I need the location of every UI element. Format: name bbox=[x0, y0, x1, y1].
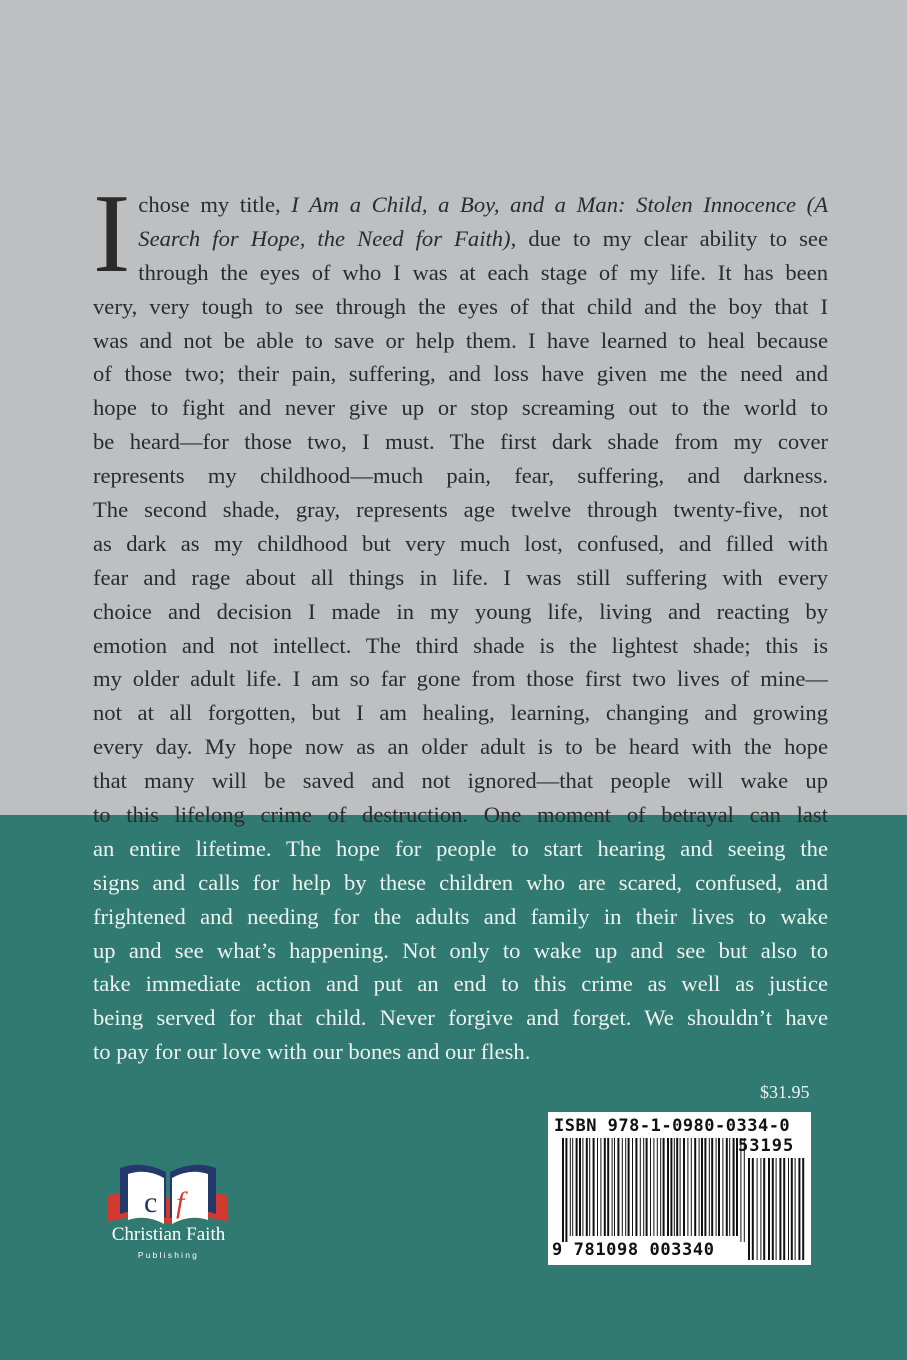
barcode-bar bbox=[635, 1138, 637, 1236]
barcode-bar bbox=[660, 1138, 661, 1236]
blurb-text: choice and decision I made in my young life, living and reacting by bbox=[93, 598, 828, 624]
barcode-addon-bar bbox=[760, 1158, 761, 1260]
barcode-addon-bar bbox=[802, 1158, 804, 1260]
blurb-line bbox=[93, 967, 828, 1001]
blurb-text: take immediate action and put an end to this crime as well as justice bbox=[93, 971, 828, 997]
barcode-addon-bar bbox=[768, 1158, 770, 1260]
barcode-bar bbox=[650, 1138, 651, 1236]
barcode-bar bbox=[625, 1138, 626, 1236]
blurb-text: being served for that child. Never forgive and forget. We shouldn’t have bbox=[93, 1005, 828, 1031]
blurb-line bbox=[93, 1035, 828, 1069]
blurb-line bbox=[93, 730, 828, 764]
barcode-bar bbox=[572, 1138, 573, 1236]
barcode-bar bbox=[680, 1138, 681, 1236]
blurb-line bbox=[138, 256, 828, 290]
blurb-text: through the eyes of who I was at each stage of my life. It has been bbox=[138, 259, 828, 285]
barcode-bar bbox=[597, 1138, 598, 1236]
blurb-text: my older adult life. I am so far gone from those first two lives of mine— bbox=[93, 666, 828, 692]
price-label: $31.95 bbox=[760, 1082, 810, 1102]
isbn-barcode bbox=[548, 1112, 811, 1265]
blurb-line bbox=[93, 662, 828, 696]
blurb-text: The second shade, gray, represents age twelve through twenty-five, not bbox=[93, 497, 828, 523]
barcode-bar bbox=[565, 1138, 567, 1242]
blurb-line bbox=[93, 459, 828, 493]
barcode-addon-bar bbox=[752, 1158, 754, 1260]
blurb-text: hope to fight and never give up or stop screaming out to the world to bbox=[93, 395, 828, 421]
barcode-bar bbox=[674, 1138, 675, 1236]
barcode-bar bbox=[607, 1138, 609, 1236]
barcode-bar bbox=[729, 1138, 730, 1236]
blurb-text: up and see what’s happening. Not only to wake up and see but also to bbox=[93, 937, 828, 963]
blurb-line bbox=[138, 188, 828, 222]
barcode-addon-bar bbox=[776, 1158, 777, 1260]
barcode-bar bbox=[593, 1138, 595, 1236]
barcode-price-code: 53195 bbox=[738, 1136, 795, 1156]
barcode-bar bbox=[711, 1138, 713, 1236]
blurb-text: that many will be saved and not ignored—that people will wake up bbox=[93, 768, 828, 794]
barcode-bar bbox=[704, 1138, 706, 1236]
blurb-text: was and not be able to save or help them. I have learned to heal because bbox=[93, 327, 828, 353]
blurb-text: chose my title, bbox=[138, 192, 292, 217]
barcode-digits: 9 781098 003340 bbox=[552, 1240, 715, 1260]
barcode-bar bbox=[676, 1138, 678, 1236]
blurb-text: be heard—for those two, I must. The first dark shade from my cover bbox=[93, 429, 828, 455]
barcode-bar bbox=[612, 1138, 613, 1236]
blurb-text: every day. My hope now as an older adult is to be heard with the hope bbox=[93, 734, 828, 760]
blurb-line bbox=[93, 527, 828, 561]
barcode-addon-bar bbox=[757, 1158, 758, 1260]
blurb-line bbox=[93, 764, 828, 798]
barcode-addon-bar bbox=[763, 1158, 765, 1260]
barcode-bar bbox=[670, 1138, 672, 1236]
blurb-line bbox=[93, 832, 828, 866]
barcode-addon-bar bbox=[795, 1158, 796, 1260]
blurb-line bbox=[93, 290, 828, 324]
barcode-bar bbox=[687, 1138, 688, 1236]
blurb-line bbox=[93, 324, 828, 358]
barcode-bar bbox=[683, 1138, 685, 1236]
blurb-text: of those two; their pain, suffering, and loss have given me the need and bbox=[93, 361, 828, 387]
barcode-addon-bar bbox=[798, 1158, 800, 1260]
barcode-bar bbox=[586, 1138, 588, 1236]
barcode-bar bbox=[694, 1138, 696, 1236]
blurb-text: very, very tough to see through the eyes of that child and the boy that I bbox=[93, 293, 828, 319]
blurb-text: to this lifelong crime of destruction. One moment of betrayal can last bbox=[93, 802, 828, 828]
barcode-addon-bar bbox=[779, 1158, 781, 1260]
barcode-bar bbox=[614, 1138, 615, 1236]
drop-cap: I bbox=[93, 172, 131, 296]
barcode-bar bbox=[579, 1138, 581, 1236]
barcode-bar bbox=[604, 1138, 606, 1236]
barcode-bar bbox=[722, 1138, 723, 1236]
barcode-bar bbox=[617, 1138, 619, 1236]
blurb-title-italic: I Am a Child, a Boy, and a Man: Stolen Innocence (A bbox=[291, 192, 828, 217]
blurb-line bbox=[93, 425, 828, 459]
blurb-text: as dark as my childhood but very much lost, confused, and filled with bbox=[93, 530, 828, 556]
barcode-bar bbox=[653, 1138, 654, 1236]
blurb-text: , due to my clear ability to see bbox=[510, 225, 828, 251]
barcode-bar bbox=[726, 1138, 728, 1236]
blurb-text: signs and calls for help by these children who are scared, confused, and bbox=[93, 869, 828, 895]
blurb-line bbox=[93, 561, 828, 595]
barcode-bar bbox=[622, 1138, 623, 1236]
blurb-text: not at all forgotten, but I am healing, learning, changing and growing bbox=[93, 700, 828, 726]
barcode-bar bbox=[640, 1138, 641, 1236]
blurb-text: fear and rage about all things in life. I was still suffering with every bbox=[93, 564, 828, 590]
barcode-bar bbox=[657, 1138, 658, 1236]
blurb-text: an entire lifetime. The hope for people to start hearing and seeing the bbox=[93, 835, 828, 861]
barcode-addon-bar bbox=[783, 1158, 785, 1260]
blurb-line bbox=[93, 493, 828, 527]
publisher-logo bbox=[98, 1138, 238, 1268]
isbn-label: ISBN 978-1-0980-0334-0 bbox=[554, 1116, 791, 1136]
barcode-bar bbox=[718, 1138, 720, 1236]
blurb-line bbox=[138, 222, 828, 256]
blurb-text: represents my childhood—much pain, fear, suffering, and darkness. bbox=[93, 463, 828, 489]
publisher-name: Christian Faith bbox=[111, 1224, 226, 1245]
back-cover-blurb bbox=[93, 172, 828, 1069]
barcode-bar bbox=[628, 1138, 630, 1236]
barcode-addon-bar bbox=[791, 1158, 793, 1260]
barcode-bar bbox=[589, 1138, 590, 1236]
logo-monogram-c: c bbox=[144, 1186, 158, 1219]
barcode-addon-bar bbox=[748, 1158, 750, 1260]
barcode-bar bbox=[733, 1138, 735, 1236]
blurb-text: emotion and not intellect. The third shade is the lightest shade; this is bbox=[93, 632, 828, 658]
publisher-subtitle: Publishing bbox=[137, 1250, 200, 1260]
blurb-line bbox=[93, 629, 828, 663]
barcode-bar bbox=[646, 1138, 648, 1236]
blurb-line bbox=[93, 798, 828, 832]
blurb-line bbox=[93, 391, 828, 425]
blurb-text: frightened and needing for the adults and family in their lives to wake bbox=[93, 903, 828, 929]
barcode-addon-bar bbox=[772, 1158, 774, 1260]
barcode-bar bbox=[600, 1138, 601, 1236]
barcode-bar bbox=[643, 1138, 644, 1236]
logo-monogram-f: f bbox=[176, 1186, 185, 1219]
barcode-bar bbox=[701, 1138, 703, 1236]
blurb-line bbox=[93, 866, 828, 900]
barcode-bar bbox=[691, 1138, 692, 1236]
blurb-title-italic: Search for Hope, the Need for Faith) bbox=[138, 225, 511, 251]
barcode-bar bbox=[667, 1138, 669, 1236]
blurb-line bbox=[93, 900, 828, 934]
barcode-bar bbox=[716, 1138, 717, 1236]
barcode-addon-bar bbox=[788, 1158, 789, 1260]
barcode-bar bbox=[709, 1138, 710, 1236]
blurb-line bbox=[93, 934, 828, 968]
blurb-line bbox=[93, 1001, 828, 1035]
barcode-bar bbox=[699, 1138, 700, 1236]
blurb-text: to pay for our love with our bones and our flesh. bbox=[93, 1039, 531, 1065]
blurb-line bbox=[93, 595, 828, 629]
barcode-bar bbox=[582, 1138, 583, 1236]
barcode-bar bbox=[632, 1138, 633, 1236]
barcode-bar bbox=[663, 1138, 665, 1236]
blurb-line bbox=[93, 357, 828, 391]
barcode-bar bbox=[570, 1138, 571, 1236]
barcode-bar bbox=[562, 1138, 564, 1242]
barcode-bar bbox=[576, 1138, 578, 1236]
blurb-line bbox=[93, 696, 828, 730]
